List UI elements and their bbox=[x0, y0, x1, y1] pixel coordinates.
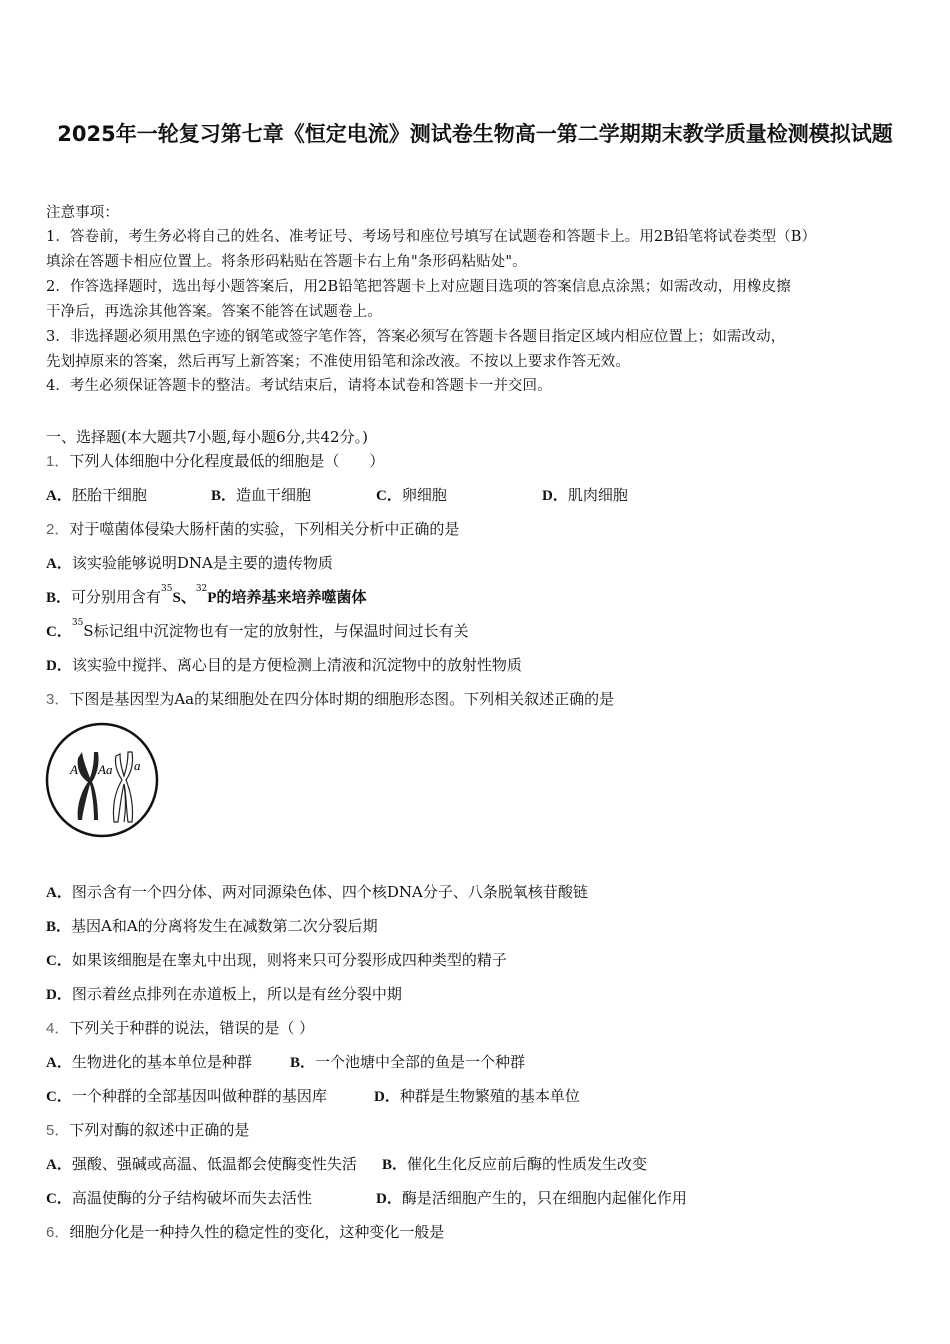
gene-label: A bbox=[98, 762, 106, 777]
option-d[interactable] bbox=[46, 655, 522, 676]
question-6 bbox=[46, 1222, 444, 1243]
option-letter: C． bbox=[46, 1191, 72, 1207]
notice-line: 干净后，再选涂其他答案。答案不能答在试题卷上。 bbox=[46, 304, 382, 320]
notice-line: 4．考生必须保证答题卡的整洁。考试结束后，请将本试卷和答题卡一并交回。 bbox=[46, 378, 552, 394]
option-text: 可分别用含有 bbox=[71, 588, 162, 606]
notice-line: 3．非选择题必须用黑色字迹的钢笔或签字笔作答，答案必须写在答题卡各题目指定区域内相应位置上；如需改动， bbox=[46, 329, 786, 345]
option-letter: D． bbox=[46, 987, 72, 1003]
option-d[interactable]: 种群是生物繁殖的基本单位 bbox=[399, 1087, 580, 1105]
option-letter: A． bbox=[46, 885, 72, 901]
question-number: 2． bbox=[46, 521, 70, 538]
question-4 bbox=[46, 1018, 314, 1039]
option-text: 基因A和A的分离将发生在减数第二次分裂后期 bbox=[71, 917, 378, 935]
chromosome-light bbox=[113, 752, 132, 822]
option-b[interactable] bbox=[46, 916, 378, 937]
question-number: 6． bbox=[46, 1224, 70, 1241]
option-letter: D． bbox=[376, 1191, 402, 1207]
option-letter: C． bbox=[46, 1089, 72, 1105]
option-c[interactable]: 高温使酶的分子结构破坏而失去活性 bbox=[71, 1189, 312, 1207]
superscript: 32 bbox=[195, 584, 208, 594]
tetrad-cell-figure bbox=[44, 722, 160, 838]
option-b[interactable]: 催化生化反应前后酶的性质发生改变 bbox=[407, 1155, 648, 1173]
gene-label: a bbox=[106, 762, 113, 777]
option-letter: B． bbox=[382, 1157, 408, 1173]
notice-line: 1．答卷前，考生务必将自己的姓名、准考证号、考场号和座位号填写在试题卷和答题卡上。用2B铅笔将试卷类型（B） bbox=[46, 229, 817, 245]
question-stem: 对于噬菌体侵染大肠杆菌的实验，下列相关分析中正确的是 bbox=[69, 520, 460, 538]
option-d[interactable]: 酶是活细胞产生的，只在细胞内起催化作用 bbox=[401, 1189, 687, 1207]
option-letter: B． bbox=[211, 488, 237, 504]
cell-membrane bbox=[47, 724, 157, 836]
option-letter: C． bbox=[46, 624, 72, 640]
notice-line: 2．作答选择题时，选出每小题答案后，用2B铅笔把答题卡上对应题目选项的答案信息点涂黑；如需改动，用橡皮擦 bbox=[46, 279, 791, 295]
question-stem: 下列关于种群的说法，错误的是（ ） bbox=[69, 1019, 315, 1037]
option-letter: A． bbox=[46, 556, 72, 572]
option-a[interactable]: 生物进化的基本单位是种群 bbox=[71, 1053, 252, 1071]
option-a[interactable]: 强酸、强碱或高温、低温都会使酶变性失活 bbox=[71, 1155, 357, 1173]
option-text: 如果该细胞是在睾丸中出现，则将来只可分裂形成四种类型的精子 bbox=[71, 951, 507, 969]
question-3 bbox=[46, 689, 614, 710]
option-b[interactable] bbox=[46, 584, 367, 608]
superscript: 35 bbox=[161, 584, 173, 594]
section-heading: 一、选择题(本大题共7小题,每小题6分,共42分。) bbox=[46, 428, 368, 446]
gene-label: a bbox=[134, 758, 141, 773]
option-text: 该实验中搅拌、离心目的是方便检测上清液和沉淀物中的放射性物质 bbox=[71, 656, 522, 674]
option-d[interactable]: 肌肉细胞 bbox=[567, 486, 628, 504]
notice-line: 先划掉原来的答案，然后再写上新答案；不准使用铅笔和涂改液。不按以上要求作答无效。 bbox=[46, 354, 630, 370]
option-text: P的培养基来培养噬菌体 bbox=[207, 590, 367, 606]
option-text: S标记组中沉淀物也有一定的放射性，与保温时间过长有关 bbox=[83, 622, 469, 640]
option-c[interactable] bbox=[46, 950, 507, 971]
option-letter: D． bbox=[46, 658, 72, 674]
question-1 bbox=[46, 451, 384, 472]
option-letter: D． bbox=[374, 1089, 400, 1105]
notice-heading: 注意事项： bbox=[46, 205, 119, 221]
option-c[interactable]: 卵细胞 bbox=[401, 486, 447, 504]
option-b[interactable]: 造血干细胞 bbox=[236, 486, 312, 504]
option-c[interactable] bbox=[46, 618, 469, 642]
question-2 bbox=[46, 519, 459, 540]
question-number: 3． bbox=[46, 691, 70, 708]
option-a[interactable]: 胚胎干细胞 bbox=[71, 486, 147, 504]
option-letter: A． bbox=[46, 1157, 72, 1173]
question-stem: 下列对酶的叙述中正确的是 bbox=[69, 1121, 250, 1139]
option-a[interactable] bbox=[46, 553, 333, 574]
question-number: 1． bbox=[46, 453, 70, 470]
option-c[interactable]: 一个种群的全部基因叫做种群的基因库 bbox=[71, 1087, 327, 1105]
page-title: 2025年一轮复习第七章《恒定电流》测试卷生物高一第二学期期末教学质量检测模拟试题 bbox=[57, 122, 893, 146]
option-letter: A． bbox=[46, 1055, 72, 1071]
option-letter: B． bbox=[290, 1055, 316, 1071]
option-letter: C． bbox=[376, 488, 402, 504]
option-b[interactable]: 一个池塘中全部的鱼是一个种群 bbox=[315, 1053, 526, 1071]
chromosome-dark bbox=[78, 752, 99, 820]
option-text: S、 bbox=[172, 590, 196, 606]
question-stem: 下图是基因型为Aa的某细胞处在四分体时期的细胞形态图。下列相关叙述正确的是 bbox=[69, 690, 615, 708]
question-stem: 下列人体细胞中分化程度最低的细胞是（ ） bbox=[69, 452, 385, 470]
question-number: 5． bbox=[46, 1122, 70, 1139]
question-number: 4． bbox=[46, 1020, 70, 1037]
superscript: 35 bbox=[71, 618, 84, 628]
option-letter: B． bbox=[46, 919, 72, 935]
option-text: 图示含有一个四分体、两对同源染色体、四个核DNA分子、八条脱氧核苷酸链 bbox=[71, 883, 588, 901]
option-letter: D． bbox=[542, 488, 568, 504]
option-letter: A． bbox=[46, 488, 72, 504]
question-stem: 细胞分化是一种持久性的稳定性的变化，这种变化一般是 bbox=[69, 1223, 445, 1241]
notice-line: 填涂在答题卡相应位置上。将条形码粘贴在答题卡右上角"条形码粘贴处"。 bbox=[46, 254, 527, 270]
option-letter: C． bbox=[46, 953, 72, 969]
question-5 bbox=[46, 1120, 249, 1141]
gene-label: A bbox=[70, 762, 78, 777]
option-text: 该实验能够说明DNA是主要的遗传物质 bbox=[71, 554, 333, 572]
option-letter: B． bbox=[46, 590, 72, 606]
option-text: 图示着丝点排列在赤道板上，所以是有丝分裂中期 bbox=[71, 985, 402, 1003]
option-d[interactable] bbox=[46, 984, 402, 1005]
option-a[interactable] bbox=[46, 882, 588, 903]
